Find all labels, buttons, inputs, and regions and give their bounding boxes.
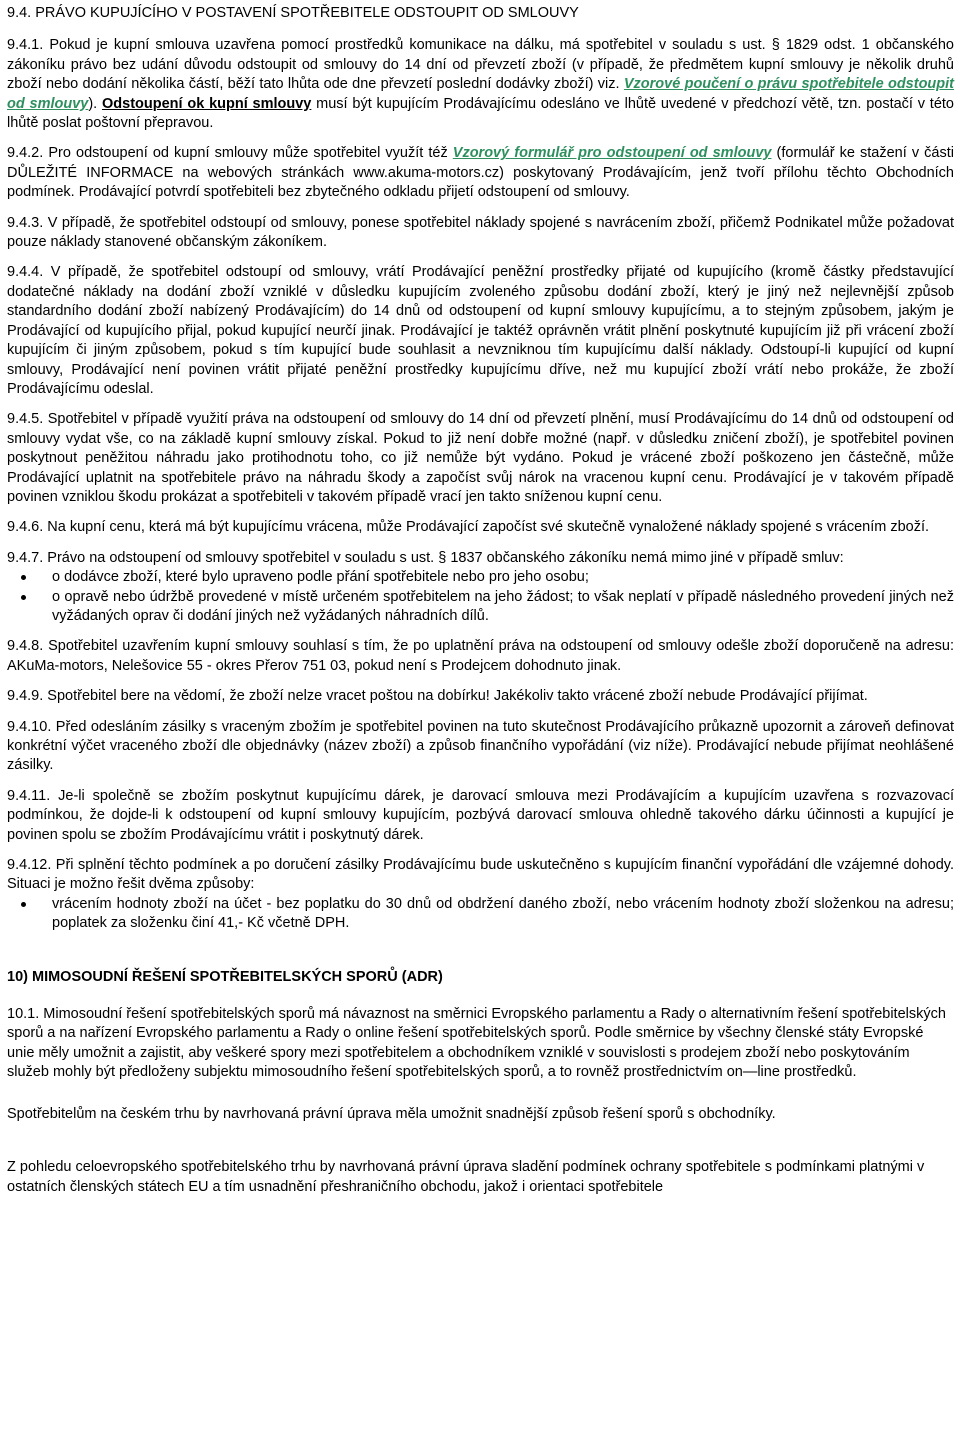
withdrawal-instructions-link[interactable]: Vzorové poučení o právu spotřebitele odstoupit od smlouvy — [7, 76, 954, 112]
paragraph-10-1: 10.1. Mimosoudní řešení spotřebitelských sporů má návaznost na směrnici Evropského parlamentu a Rady o alternativním řešení spotřebitelských sporů a na nařízení Evropského parlamentu a Rady o online řešení spotřebitelských sporů. Podle směrnice by všechny členské státy Evropské unie měly umožnit a zajistit, aby veškeré spory mezi spotřebitelem a obchodníkem vzniklé v souvislosti s prodejem zboží nebo poskytováním služeb mohly být předloženy subjektu mimosoudního řešení spotřebitelských sporů, a to rovněž prostřednictvím on—line prostředků. — [7, 1006, 946, 1081]
paragraph-9-4-3: 9.4.3. V případě, že spotřebitel odstoupí od smlouvy, ponese spotřebitel náklady spojené s navrácením zboží, přičemž Podnikatel může požadovat pouze náklady stanovené občanským zákoníkem. — [7, 214, 954, 251]
paragraph-9-4-2 — [7, 144, 954, 202]
list-item-text: o opravě nebo údržbě provedené v místě určeném spotřebitelem na jeho žádost; to však neplatí v případě následného provedení jiných než vyžádaných oprav či dodání jiných než vyžádaných náhradních dílů. — [52, 588, 954, 624]
paragraph-9-4-6: 9.4.6. Na kupní cenu, která má být kupujícímu vrácena, může Prodávající započíst své skutečně vynaložené náklady spojené s vrácením zboží. — [7, 519, 930, 536]
paragraph-9-4-11: 9.4.11. Je-li společně se zbožím poskytnut kupujícímu dárek, je darovací smlouva mezi Prodávajícím a kupujícím uzavřena s rozvazovací podmínkou, že dojde-li k odstoupení od kupní smlouvy kupujícím, pozbývá darovací smlouva ohledně takového dárku účinnosti a kupující je povinen spolu se zbožím Prodávajícímu vrátit i poskytnutý dárek. — [7, 787, 954, 843]
paragraph-9-4-9: 9.4.9. Spotřebitel bere na vědomí, že zboží nelze vracet poštou na dobírku! Jakékoliv takto vrácené zboží nebude Prodávající přijímat. — [7, 688, 868, 705]
paragraph-9-4-10: 9.4.10. Před odesláním zásilky s vraceným zbožím je spotřebitel povinen na tuto skutečnost Prodávajícího průkazně upozornit a zároveň definovat konkrétní výčet vraceného zboží dle objednávky (název zboží) a způsob finančního vypořádání (viz níže). Prodávající nebude přijímat neohlášené zásilky. — [7, 718, 954, 774]
paragraph-9-4-1 — [7, 36, 954, 133]
section-title: 9.4. PRÁVO KUPUJÍCÍHO V POSTAVENÍ SPOTŘEBITELE ODSTOUPIT OD SMLOUVY — [7, 5, 579, 21]
list-item-text: vrácením hodnoty zboží na účet - bez poplatku do 30 dnů od obdržení daného zboží, nebo vrácením hodnoty zboží složenkou na adresu; poplatek za složenku činí 41,- Kč včetně DPH. — [52, 895, 954, 932]
list-item — [7, 895, 954, 934]
paragraph-9-4-5: 9.4.5. Spotřebitel v případě využití práva na odstoupení od smlouvy do 14 dní od převzetí plnění, musí Prodávajícímu do 14 dnů od odstoupení od smlouvy vydat vše, co na základě kupní smlouvy získal. Pokud to již není dobře možné (např. v důsledku zničení zboží), je spotřebitel povinen poskytnout peněžitou náhradu jako protihodnotu toho, co již nemůže být vydáno. Pokud je vrácené zboží poškozeno jen částečně, může Prodávající uplatnit na spotřebitele právo na náhradu škody a započíst svůj nárok na vracenou kupní cenu. Prodávající je v takovém případě povinen vzniklou škodu prokázat a spotřebiteli v takovém případě vrací jen takto sníženou kupní cenu. — [7, 411, 954, 505]
paragraph-adr-consumers: Spotřebitelům na českém trhu by navrhovaná právní úprava měla umožnit snadnější způsob řešení sporů s obchodníky. — [7, 1105, 776, 1122]
adr-section-heading: 10) MIMOSOUDNÍ ŘEŠENÍ SPOTŘEBITELSKÝCH SPORŮ (ADR) — [7, 968, 443, 985]
withdrawal-form-link[interactable]: Vzorový formulář pro odstoupení od smlouvy — [452, 145, 772, 162]
paragraph-9-4-7: 9.4.7. Právo na odstoupení od smlouvy spotřebitel v souladu s ust. § 1837 občanského zákoníku nemá mimo jiné v případě smluv: — [7, 549, 844, 566]
settlement-options-list — [7, 895, 954, 934]
paragraph-text: ). — [88, 95, 102, 112]
list-item — [7, 568, 954, 587]
paragraph-text: 9.4.2. Pro odstoupení od kupní smlouvy může spotřebitel využít též — [7, 145, 453, 162]
paragraph-9-4-4: 9.4.4. V případě, že spotřebitel odstoupí od smlouvy, vrátí Prodávající peněžní prostředky přijaté od kupujícího (kromě částky představující dodatečné náklady na dodání zboží vzniklé v důsledku kupujícím zvoleného způsobu dodání zboží, který je jiný než nejlevnější způsob standardního dodání zboží nabízený Prodávajícím) do 14 dnů od odstoupení od kupní smlouvy kupujícímu, a to stejným způsobem, jakým je Prodávající od kupujícího přijal, pokud kupující neurčí jinak. Prodávající je taktéž oprávněn vrátit plnění poskytnuté kupujícím již při vrácení zboží kupujícím či jiným způsobem, pokud s tím kupující bude souhlasit a nevzniknou tím kupujícímu další náklady. Odstoupí-li kupující od kupní smlouvy, Prodávající není povinen vrátit přijaté peněžní prostředky kupujícímu dříve, než mu kupující zboží vrátí nebo prokáže, že zboží Prodávajícímu odeslal. — [7, 264, 954, 397]
bullet-icon — [21, 902, 26, 907]
paragraph-9-4-8: 9.4.8. Spotřebitel uzavřením kupní smlouvy souhlasí s tím, že po uplatnění práva na odstoupení od smlouvy odešle zboží doporučeně na adresu: AKuMa-motors, Nelešovice 55 - okres Přerov 751 03, pokud není s Prodejcem dohodnuto jinak. — [7, 638, 954, 674]
list-item — [7, 588, 954, 627]
paragraph-9-4-12: 9.4.12. Při splnění těchto podmínek a po doručení zásilky Prodávajícímu bude uskutečněno s kupujícím finanční vypořádání dle vzájemné dohody. Situaci je možno řešit dvěma způsoby: — [7, 857, 954, 893]
list-item-text: o dodávce zboží, které bylo upraveno podle přání spotřebitele nebo pro jeho osobu; — [52, 569, 589, 586]
bullet-icon — [21, 595, 26, 600]
exceptions-list — [7, 568, 954, 626]
paragraph-text: musí být kupujícím Prodávajícímu odesláno ve lhůtě uvedené v předchozí větě, tzn. postačí v této lhůtě poslat poštovní přepravou. — [7, 95, 954, 132]
paragraph-adr-eu: Z pohledu celoevropského spotřebitelského trhu by navrhovaná právní úprava sladění podmínek ochrany spotřebitele s podmínkami platnými v ostatních členských státech EU a tím usnadnění přeshraničního obchodu, jakož i orientaci spotřebitele — [7, 1159, 925, 1195]
paragraph-text: (formulář ke stažení v části DŮLEŽITÉ INFORMACE na webových stránkách www.akuma-motors.cz) poskytovaný Prodávajícím, jenž tvoří přílohu těchto Obchodních podmínek. Prodávající potvrdí spotřebiteli bez zbytečného odkladu přijetí odstoupení od smlouvy. — [7, 145, 955, 201]
withdrawal-emphasis: Odstoupení ok kupní smlouvy — [102, 95, 312, 112]
bullet-icon — [21, 575, 26, 580]
paragraph-text: 9.4.1. Pokud je kupní smlouva uzavřena pomocí prostředků komunikace na dálku, má spotřebitel v souladu s ust. § 1829 odst. 1 občanského zákoníku právo bez udání důvodu odstoupit od smlouvy do 14 dní od převzetí zboží (v případě, že předmětem kupní smlouvy je několik druhů zboží nebo dodání několika částí, běží tato lhůta ode dne převzetí poslední dodávky zboží) viz. — [7, 37, 954, 93]
